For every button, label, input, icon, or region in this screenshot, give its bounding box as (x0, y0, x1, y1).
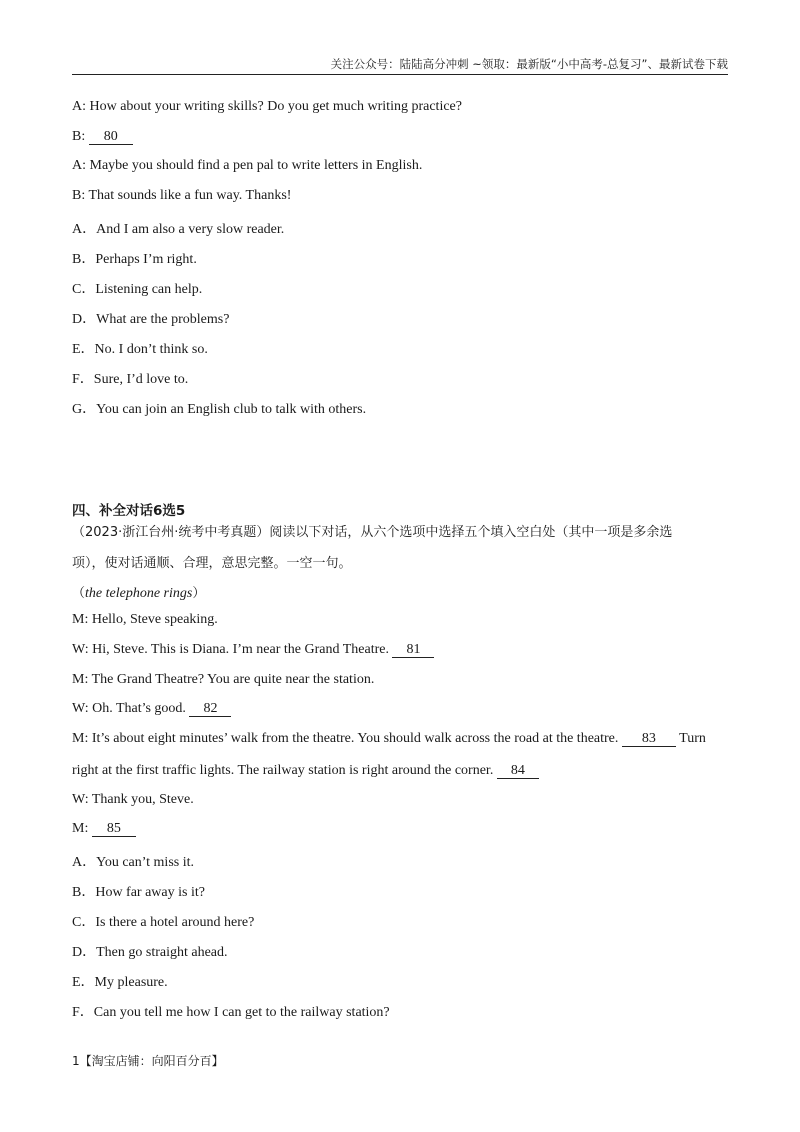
dialogue-line: M: The Grand Theatre? You are quite near the station. (72, 672, 375, 687)
option-item: E．No. I don’t think so. (72, 342, 208, 357)
dialogue-line: B: That sounds like a fun way. Thanks! (72, 188, 292, 203)
speaker-prefix: B: (72, 129, 89, 144)
blank-84: 84 (497, 763, 539, 779)
blank-81: 81 (392, 642, 434, 658)
option-item: A．And I am also a very slow reader. (72, 222, 285, 237)
option-item: B．How far away is it? (72, 885, 205, 900)
option-item: A．You can’t miss it. (72, 855, 195, 870)
header-rule (72, 74, 728, 75)
blank-80: 80 (89, 129, 133, 145)
instructions-line: （2023·浙江台州·统考中考真题）阅读以下对话，从六个选项中选择五个填入空白处（其中一项是多余选 (72, 525, 673, 540)
section-heading: 四、补全对话6选5 (72, 503, 186, 519)
option-item: B．Perhaps I’m right. (72, 252, 197, 267)
dialogue-line (72, 129, 133, 145)
instructions-line: 项），使对话通顺、合理，意思完整。一空一句。 (72, 556, 352, 571)
stage-direction-text: the telephone rings (85, 586, 193, 601)
page-header: 关注公众号：陆陆高分冲刺 ~领取：最新版“小中高考-总复习”、最新试卷下载 (330, 57, 728, 71)
option-item: D．What are the problems? (72, 312, 230, 327)
page-number: 1 (72, 1054, 80, 1068)
dialogue-line: W: Thank you, Steve. (72, 792, 194, 807)
dialogue-line: right at the first traffic lights. The railway station is right around the corner. 84 (72, 763, 539, 779)
option-item: C．Is there a hotel around here? (72, 915, 255, 930)
blank-85: 85 (92, 821, 136, 837)
page-footer (72, 1052, 224, 1069)
stage-direction: （the telephone rings） (72, 586, 206, 601)
dialogue-line: M: Hello, Steve speaking. (72, 612, 218, 627)
blank-83: 83 (622, 731, 676, 747)
dialogue-line: M: It’s about eight minutes’ walk from the theatre. You should walk across the road at the theatre. 83 Turn (72, 731, 706, 746)
option-item: F．Can you tell me how I can get to the railway station? (72, 1005, 390, 1020)
blank-82: 82 (189, 701, 231, 717)
option-item: C．Listening can help. (72, 282, 203, 297)
dialogue-line: A: How about your writing skills? Do you get much writing practice? (72, 99, 462, 114)
shop-name: 【淘宝店铺：向阳百分百】 (79, 1054, 224, 1068)
option-item: E．My pleasure. (72, 975, 168, 990)
dialogue-line: W: Hi, Steve. This is Diana. I’m near the Grand Theatre. 81 (72, 642, 434, 658)
option-item: F．Sure, I’d love to. (72, 372, 189, 387)
dialogue-line: M: 85 (72, 821, 136, 837)
option-item: D．Then go straight ahead. (72, 945, 228, 960)
dialogue-line: W: Oh. That’s good. 82 (72, 701, 231, 717)
option-item: G．You can join an English club to talk with others. (72, 402, 367, 417)
dialogue-line: A: Maybe you should find a pen pal to write letters in English. (72, 158, 423, 173)
